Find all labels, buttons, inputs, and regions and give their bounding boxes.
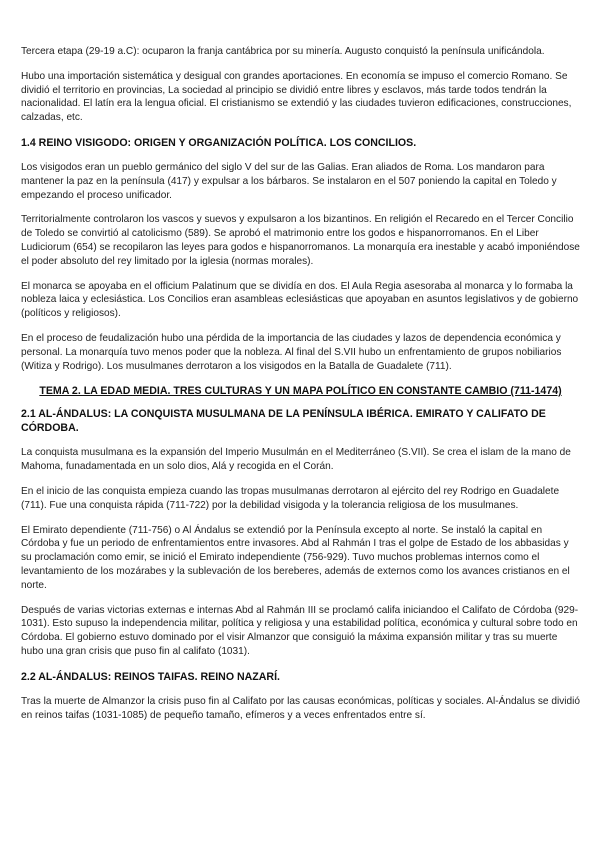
section-2-2-paragraph-1: Tras la muerte de Almanzor la crisis puso fin al Califato por las causas económicas, políticas y sociales. Al-Ándalus se dividió en reinos taifas (1031-1085) de pequeño tamaño, efímeros y a veces enfrentados entre sí. <box>21 695 580 721</box>
section-2-1-paragraph-4: Después de varias victorias externas e internas Abd al Rahmán III se proclamó califa iniciandoo el Califato de Córdoba (929-1031). Esto supuso la independencia militar, política y religiosa y una estabilidad política, económica y cultural sobre todo en Córdoba. El gobierno estuvo dominado por el visir Almanzor que consiguió la máxima expansión militar y tras su muerte hubo una gran crisis que puso fin al califato (1031). <box>21 604 579 657</box>
section-1-4-paragraph-1: Los visigodos eran un pueblo germánico del siglo V del sur de las Galias. Eran aliados de Roma. Los mandaron para mantener la paz en la península (417) y expulsar a los bárbaros. Se instalaron en el 507 poniendo la capital en Toledo y empezando el proceso unificador. <box>21 161 557 201</box>
section-2-1-paragraph-2: En el inicio de las conquista empieza cuando las tropas musulmanas derrotaron al ejército del rey Rodrigo en Guadalete (711). Fue una conquista rápida (711-722) por la debilidad visigoda y la tolerancia religiosa de los musulmanes. <box>21 485 560 511</box>
section-2-1-paragraph-3: El Emirato dependiente (711-756) o Al Ándalus se extendió por la Península excepto al norte. Se instaló la capital en Córdoba y fue un periodo de enfrentamientos entre invasores. Abd al Rahmán I tras el golpe de Estado de los abbasidas y su proclamación como emir, se inició el Emirato independiente (756-929). Tuvo muchos problemas internos como el levantamiento de los mozárabes y la sublevación de los bereberes, además de externos como los avances cristianos en el norte. <box>21 524 570 591</box>
section-2-1-heading: 2.1 AL-ÁNDALUS: LA CONQUISTA MUSULMANA DE LA PENÍNSULA IBÉRICA. EMIRATO Y CALIFATO DE CÓRDOBA. <box>21 408 546 435</box>
section-2-2-heading: 2.2 AL-ÁNDALUS: REINOS TAIFAS. REINO NAZARÍ. <box>21 670 280 683</box>
section-2-1-paragraph-1: La conquista musulmana es la expansión del Imperio Musulmán en el Mediterráneo (S.VII). Se crea el islam de la mano de Mahoma, funadamentada en un solo dios, Alá y recogida en el Corán. <box>21 447 571 473</box>
section-1-4-paragraph-3: El monarca se apoyaba en el officium Palatinum que se dividía en dos. El Aula Regia asesoraba al monarca y lo formaba la nobleza laica y eclesiástica. Los Concilios eran asambleas eclesiásticas que apoyaban en asuntos legislativos y de gobierno (políticos y religiosos). <box>21 280 579 320</box>
section-1-4-paragraph-4: En el proceso de feudalización hubo una pérdida de la importancia de las ciudades y lazos de dependencia económica y personal. La monarquía tuvo menos poder que la nobleza. Al final del S.VII hubo un enfrentamiento de grupos nobiliarios (Witiza y Rodrigo). Los musulmanes derrotaron a los visigodos en la Batalla de Guadalete (711). <box>21 332 562 372</box>
tema-2-title: TEMA 2. LA EDAD MEDIA. TRES CULTURAS Y UN MAPA POLÍTICO EN CONSTANTE CAMBIO (711-1474) <box>39 385 562 398</box>
intro-paragraph-2: Hubo una importación sistemática y desigual con grandes aportaciones. En economía se impuso el comercio Romano. Se dividió el territorio en provincias, La sociedad al principio se dividió entre libres y esclavos, más tarde todos tendrán la nacionalidad. El latín era la lengua oficial. El cristianismo se extendió y las ciudades tuvieron edificaciones, construcciones, calzadas, etc. <box>21 70 572 124</box>
section-1-4-paragraph-2: Territorialmente controlaron los vascos y suevos y expulsaron a los bizantinos. En religión el Recaredo en el Tercer Concilio de Toledo se convirtió al catolicismo (589). Se aprobó el matrimonio entre los godos e hispanorromanos. En el Liber Ludiciorum (654) se recopilaron las leyes para godos e hispanorromanos. La monarquía era inestable y acabó imponiéndose el poder absoluto del rey limitado por la iglesia (normas morales). <box>21 214 580 267</box>
intro-paragraph-1: Tercera etapa (29-19 a.C): ocuparon la franja cantábrica por su minería. Augusto conquistó la península unificándola. <box>21 46 545 57</box>
section-1-4-heading: 1.4 REINO VISIGODO: ORIGEN Y ORGANIZACIÓN POLÍTICA. LOS CONCILIOS. <box>21 136 417 149</box>
